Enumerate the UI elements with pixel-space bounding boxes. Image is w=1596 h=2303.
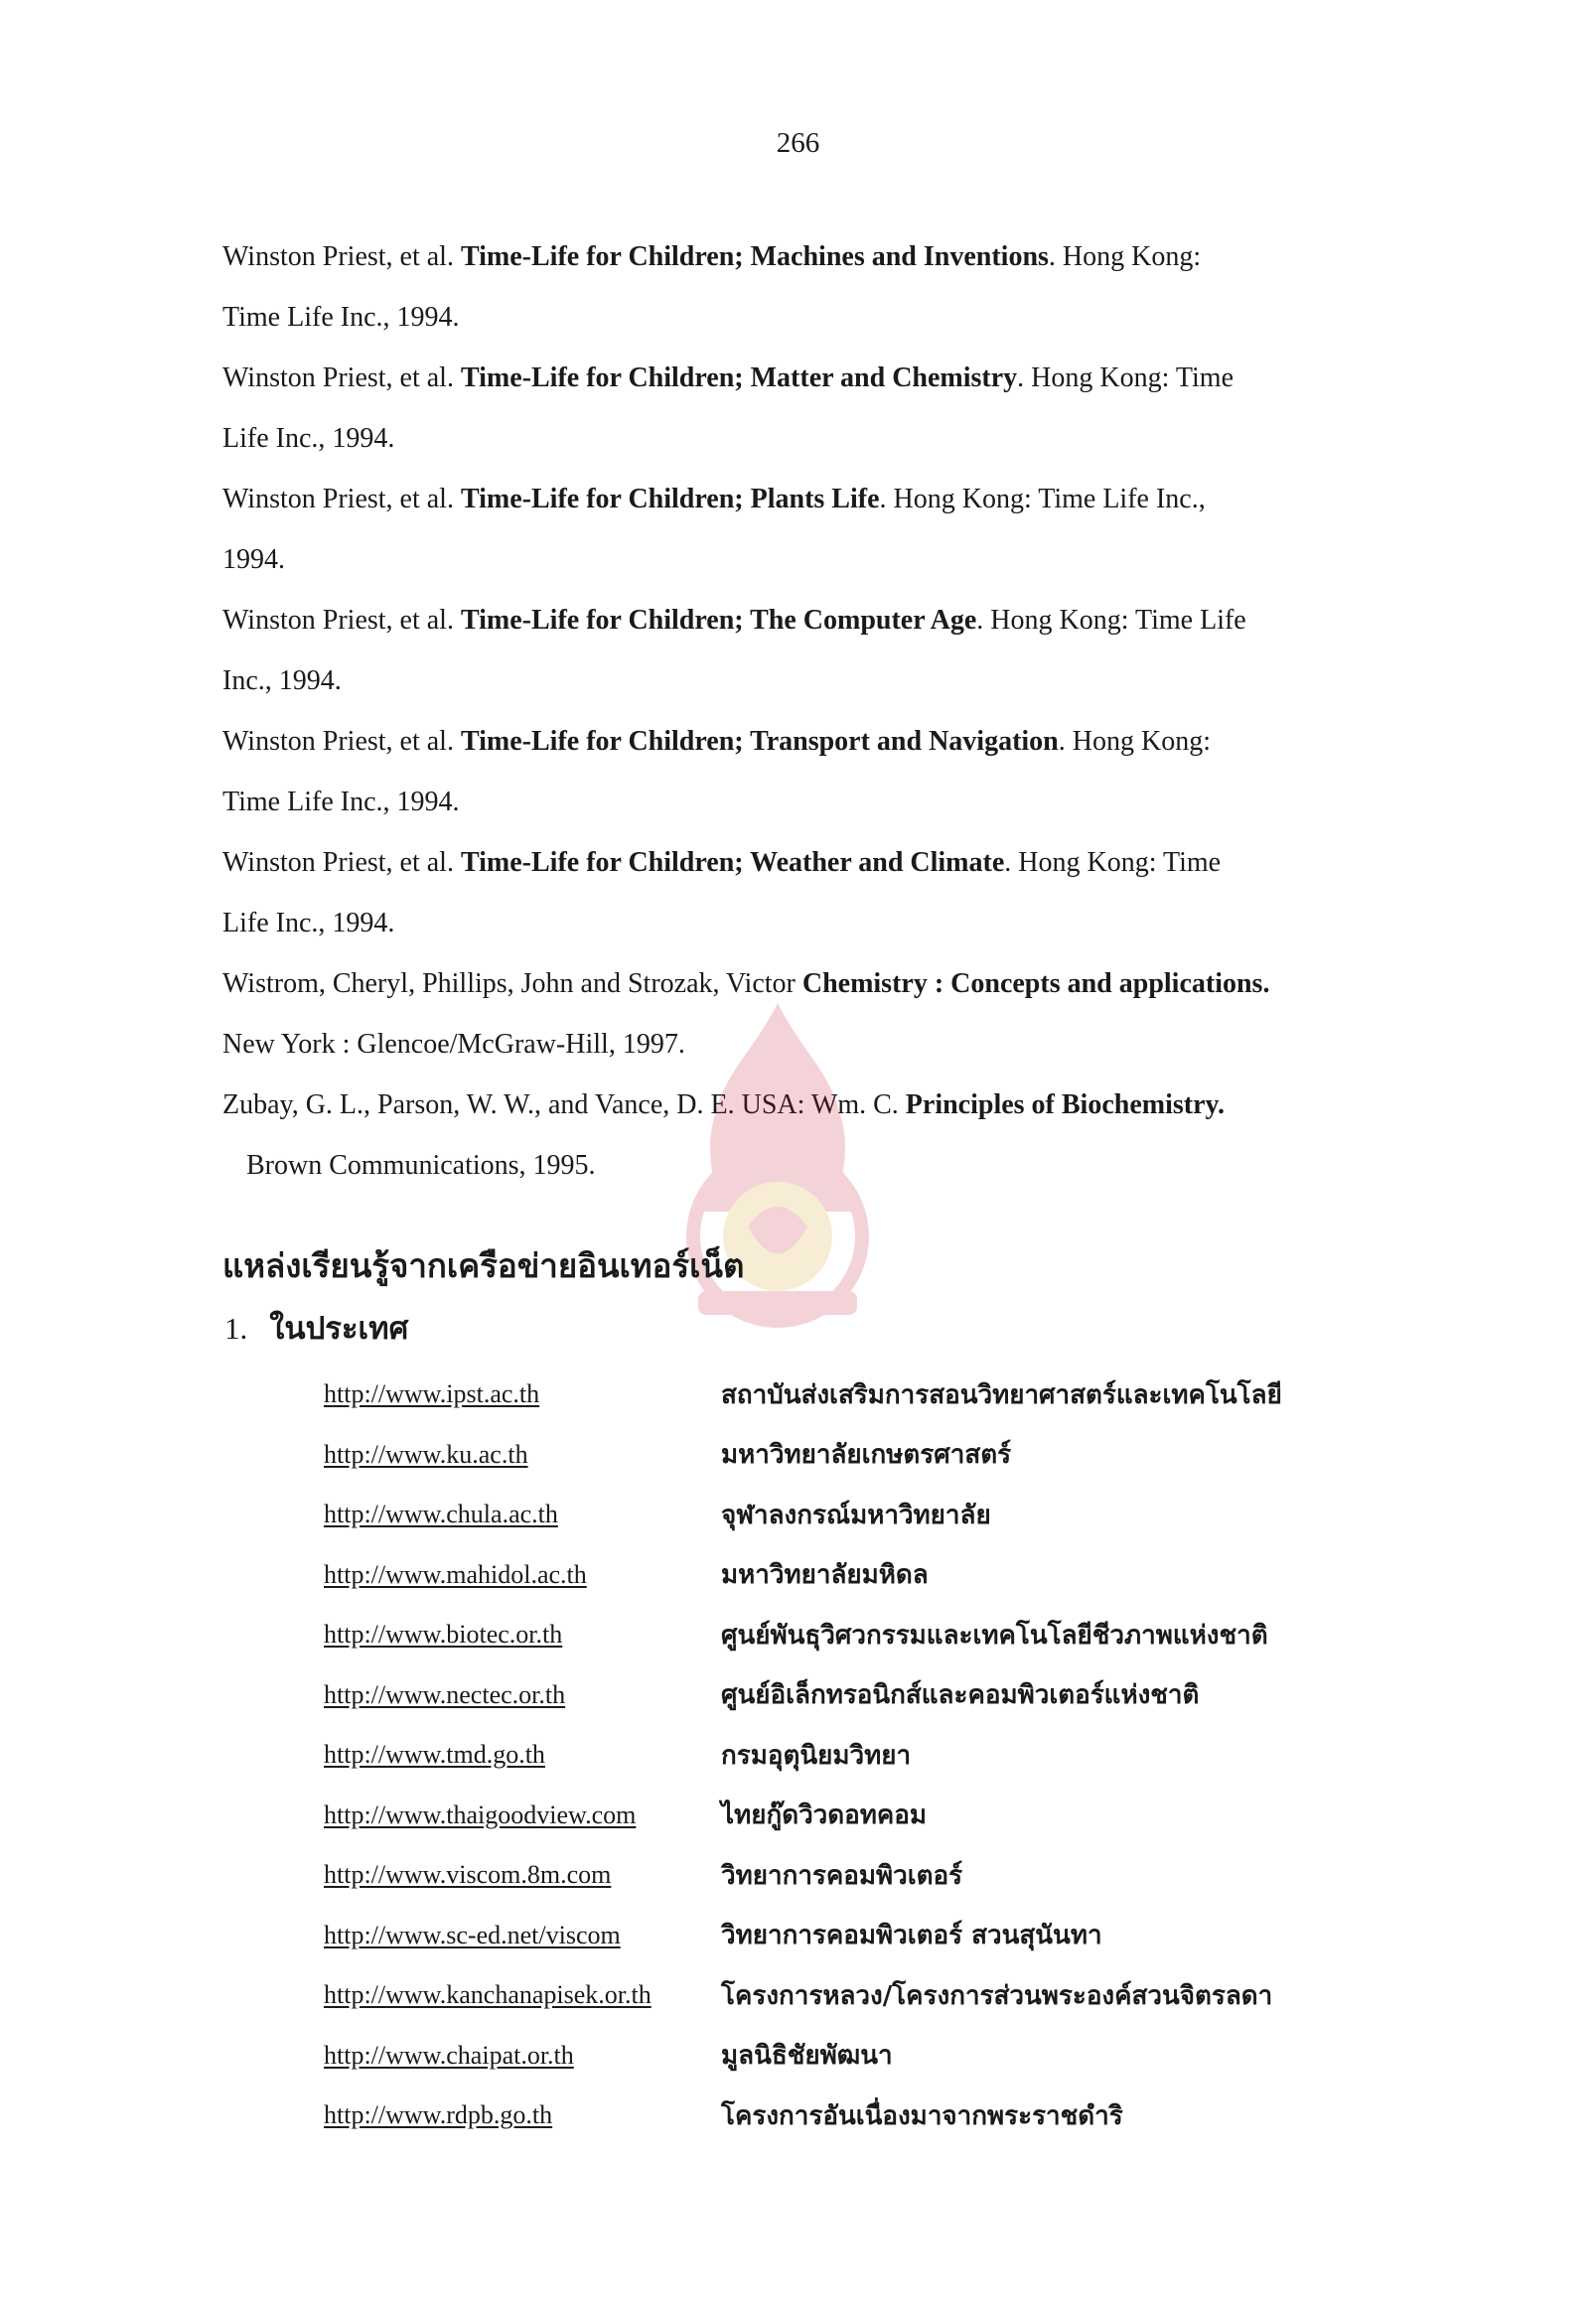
reference-author: Winston Priest, et al.	[222, 605, 461, 636]
website-row	[324, 1365, 1357, 1425]
reference-continuation: Inc., 1994.	[222, 665, 342, 696]
reference-title: Time-Life for Children; Weather and Climate	[460, 847, 1005, 878]
website-row	[324, 2086, 1357, 2146]
website-row	[324, 1725, 1357, 1786]
website-description: มูลนิธิชัยพัฒนา	[721, 2041, 893, 2072]
reference-title: Time-Life for Children; Machines and Inventions	[460, 241, 1049, 272]
reference-entry	[222, 348, 1355, 469]
domestic-subsection-heading	[224, 1303, 408, 1353]
subsection-label: ในประเทศ	[269, 1311, 409, 1346]
website-url-link[interactable]: http://www.viscom.8m.com	[324, 1860, 612, 1890]
internet-resources-heading: แหล่งเรียนรู้จากเครือข่ายอินเทอร์เน็ต	[222, 1249, 745, 1285]
website-row	[324, 1545, 1357, 1606]
reference-author: Winston Priest, et al.	[222, 726, 461, 757]
website-url-link[interactable]: http://www.thaigoodview.com	[324, 1799, 637, 1829]
reference-title: Time-Life for Children; Plants Life	[460, 484, 880, 514]
website-description: ศูนย์อิเล็กทรอนิกส์และคอมพิวเตอร์แห่งชาติ	[721, 1680, 1200, 1711]
website-description: กรมอุตุนิยมวิทยา	[721, 1740, 912, 1771]
reference-publisher: . Hong Kong:	[1048, 241, 1202, 272]
reference-title: Time-Life for Children; Matter and Chemistry	[460, 362, 1018, 393]
website-row	[324, 1786, 1357, 1846]
reference-author: Winston Priest, et al.	[222, 484, 461, 514]
reference-title: Time-Life for Children; Transport and Navigation	[460, 726, 1059, 757]
reference-author: Winston Priest, et al.	[222, 362, 461, 393]
website-url-link[interactable]: http://www.sc-ed.net/viscom	[324, 1920, 621, 1949]
reference-entry	[222, 590, 1355, 711]
reference-entry	[222, 226, 1355, 348]
website-url-link[interactable]: http://www.kanchanapisek.or.th	[324, 1980, 652, 2010]
website-url-link[interactable]: http://www.chula.ac.th	[324, 1500, 558, 1529]
reference-publisher: . Hong Kong: Time Life	[976, 605, 1246, 636]
website-row	[324, 1845, 1357, 1906]
website-description: มหาวิทยาลัยเกษตรศาสตร์	[721, 1440, 1012, 1471]
website-row	[324, 1605, 1357, 1665]
subsection-number: 1.	[224, 1311, 248, 1346]
reference-entry	[222, 711, 1355, 832]
reference-continuation: Life Inc., 1994.	[222, 423, 395, 454]
page-number: 266	[776, 127, 820, 159]
reference-publisher: . Hong Kong: Time	[1004, 847, 1222, 878]
website-url-link[interactable]: http://www.biotec.or.th	[324, 1620, 563, 1650]
website-url-link[interactable]: http://www.ipst.ac.th	[324, 1379, 540, 1409]
reference-continuation: Time Life Inc., 1994.	[222, 302, 460, 333]
reference-continuation: Life Inc., 1994.	[222, 908, 395, 938]
reference-author: Winston Priest, et al.	[222, 847, 461, 878]
reference-entry	[222, 469, 1355, 590]
website-description: ไทยกู๊ดวิวดอทคอม	[721, 1800, 928, 1831]
reference-author: Winston Priest, et al.	[222, 241, 461, 272]
reference-continuation: Brown Communications, 1995.	[246, 1150, 596, 1181]
website-description: วิทยาการคอมพิวเตอร์	[721, 1860, 963, 1891]
reference-entry	[222, 832, 1355, 953]
website-row	[324, 1665, 1357, 1726]
website-description: จุฬาลงกรณ์มหาวิทยาลัย	[721, 1500, 991, 1530]
reference-continuation: New York : Glencoe/McGraw-Hill, 1997.	[222, 1029, 685, 1060]
website-url-link[interactable]: http://www.chaipat.or.th	[324, 2040, 574, 2070]
reference-author: Zubay, G. L., Parson, W. W., and Vance, D. E. USA: Wm. C.	[222, 1089, 906, 1120]
website-row	[324, 1906, 1357, 1966]
website-url-link[interactable]: http://www.ku.ac.th	[324, 1439, 528, 1469]
reference-continuation: Time Life Inc., 1994.	[222, 787, 460, 817]
website-description: มหาวิทยาลัยมหิดล	[721, 1560, 929, 1591]
website-description: วิทยาการคอมพิวเตอร์ สวนสุนันทา	[721, 1921, 1102, 1951]
website-url-link[interactable]: http://www.rdpb.go.th	[324, 2100, 553, 2130]
website-description: ศูนย์พันธุวิศวกรรมและเทคโนโลยีชีวภาพแห่งชาติ	[721, 1620, 1268, 1651]
reference-title: Chemistry : Concepts and applications.	[801, 968, 1270, 999]
reference-title: Time-Life for Children; The Computer Age	[460, 605, 977, 636]
website-url-link[interactable]: http://www.tmd.go.th	[324, 1740, 545, 1770]
reference-publisher: . Hong Kong:	[1058, 726, 1211, 757]
website-url-link[interactable]: http://www.mahidol.ac.th	[324, 1559, 587, 1589]
website-row	[324, 1965, 1357, 2026]
website-description: โครงการหลวง/โครงการส่วนพระองค์สวนจิตรลดา	[721, 1980, 1273, 2011]
reference-author: Wistrom, Cheryl, Phillips, John and Strozak, Victor	[222, 968, 802, 999]
website-description: สถาบันส่งเสริมการสอนวิทยาศาสตร์และเทคโนโลยี	[721, 1379, 1282, 1410]
website-row	[324, 1485, 1357, 1545]
reference-publisher: . Hong Kong: Time Life Inc.,	[879, 484, 1206, 514]
website-row	[324, 1425, 1357, 1486]
website-description: โครงการอันเนื่องมาจากพระราชดำริ	[721, 2100, 1123, 2131]
website-list	[324, 1365, 1357, 2146]
website-url-link[interactable]: http://www.nectec.or.th	[324, 1679, 566, 1709]
reference-continuation: 1994.	[222, 544, 285, 575]
website-row	[324, 2026, 1357, 2087]
reference-publisher: . Hong Kong: Time	[1017, 362, 1233, 393]
reference-title: Principles of Biochemistry.	[905, 1089, 1225, 1120]
